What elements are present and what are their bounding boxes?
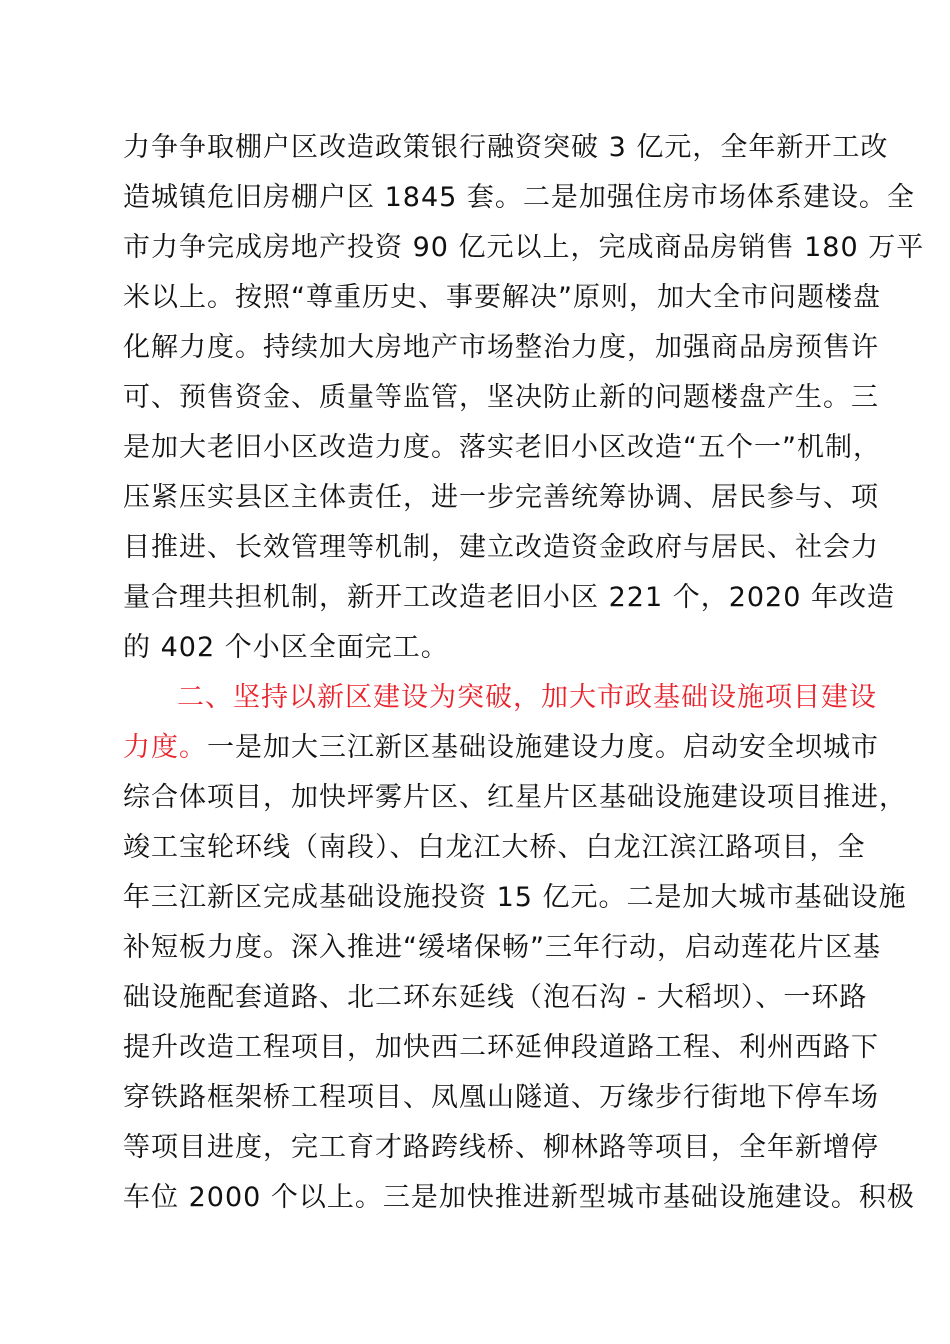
text-line: 压紧压实县区主体责任，进一步完善统筹协调、居民参与、项 <box>123 482 879 513</box>
text-line: 量合理共担机制，新开工改造老旧小区 221 个，2020 年改造 <box>123 582 895 613</box>
text-line: 等项目进度，完工育才路跨线桥、柳林路等项目，全年新增停 <box>123 1132 879 1163</box>
section-heading-end: 力度。 <box>123 732 207 763</box>
text-line: 是加大老旧小区改造力度。落实老旧小区改造“五个一”机制， <box>123 432 881 463</box>
text-line: 补短板力度。深入推进“缓堵保畅”三年行动，启动莲花片区基 <box>123 932 881 963</box>
text-line: 穿铁路框架桥工程项目、凤凰山隧道、万缘步行街地下停车场 <box>123 1082 879 1113</box>
text-line: 提升改造工程项目，加快西二环延伸段道路工程、利州西路下 <box>123 1032 879 1063</box>
text-line: 目推进、长效管理等机制，建立改造资金政府与居民、社会力 <box>123 532 879 563</box>
text-line: 础设施配套道路、北二环东延线（泡石沟 - 大稻坝）、一环路 <box>123 982 868 1013</box>
text-span: 一是加大三江新区基础设施建设力度。启动安全坝城市 <box>207 732 879 763</box>
text-line: 年三江新区完成基础设施投资 15 亿元。二是加大城市基础设施 <box>123 882 907 913</box>
text-line: 可、预售资金、质量等监管，坚决防止新的问题楼盘产生。三 <box>123 382 879 413</box>
text-line <box>123 728 879 768</box>
text-line: 化解力度。持续加大房地产市场整治力度，加强商品房预售许 <box>123 332 879 363</box>
text-line: 力争争取棚户区改造政策银行融资突破 3 亿元，全年新开工改 <box>123 132 889 163</box>
text-line: 市力争完成房地产投资 90 亿元以上，完成商品房销售 180 万平 <box>123 232 925 263</box>
text-line: 车位 2000 个以上。三是加快推进新型城市基础设施建设。积极 <box>123 1182 915 1213</box>
text-line: 竣工宝轮环线（南段）、白龙江大桥、白龙江滨江路项目，全 <box>123 832 866 863</box>
text-line: 的 402 个小区全面完工。 <box>123 632 449 663</box>
text-line: 米以上。按照“尊重历史、事要解决”原则，加大全市问题楼盘 <box>123 282 881 313</box>
section-heading: 二、坚持以新区建设为突破，加大市政基础设施项目建设 <box>177 682 877 713</box>
text-line: 综合体项目，加快坪雾片区、红星片区基础设施建设项目推进， <box>123 782 907 813</box>
text-line: 造城镇危旧房棚户区 1845 套。二是加强住房市场体系建设。全 <box>123 182 915 213</box>
